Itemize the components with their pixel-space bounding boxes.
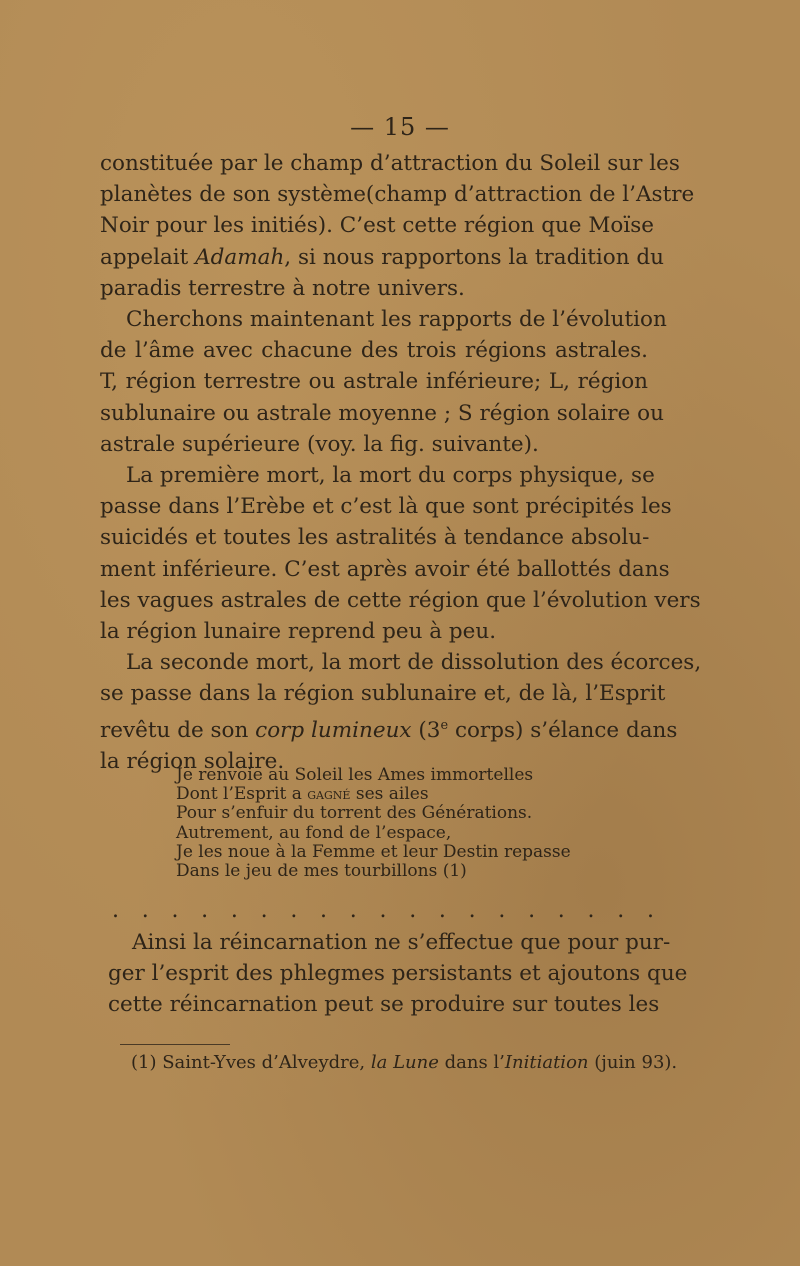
text-line: se passe dans la région sublunaire et, de là, l’Esprit xyxy=(100,681,666,707)
ellipsis-dot: . xyxy=(498,898,506,923)
paragraph-5 xyxy=(108,927,688,1021)
text-line: astrale supérieure (voy. la fig. suivante). xyxy=(100,431,539,457)
footnote: (1) Saint-Yves d’Alveydre, la Lune dans l’Initiation (juin 93). xyxy=(131,1052,678,1073)
verse-line: Dans le jeu de mes tourbillons (1) xyxy=(176,861,467,882)
text-line: La première mort, la mort du corps physique, se xyxy=(126,463,655,489)
text-line: la région solaire. xyxy=(100,749,285,775)
ellipsis-dot: . xyxy=(646,898,654,923)
verse-line: Autrement, au fond de l’espace, xyxy=(176,822,452,843)
ellipsis-dot: . xyxy=(290,898,298,923)
text-line: suicidés et toutes les astralités à tendance absolu- xyxy=(100,525,650,551)
page-number: — 15 — xyxy=(350,113,450,141)
text-line: Cherchons maintenant les rapports de l’évolution xyxy=(126,307,667,333)
text-line: Noir pour les initiés). C’est cette région que Moïse xyxy=(100,213,654,239)
ellipsis-dot: . xyxy=(112,898,119,923)
italic-term-corp-lumineux: corp lumineux xyxy=(255,717,412,743)
ellipsis-dot: . xyxy=(617,898,625,923)
verse-quotation xyxy=(176,766,571,881)
verse-line: Pour s’enfuir du torrent des Générations. xyxy=(176,803,533,824)
ellipsis-dot: . xyxy=(468,898,476,923)
ellipsis-dot: . xyxy=(201,898,209,923)
ellipsis-dot: . xyxy=(141,898,149,923)
verse-line: Je les noue à la Femme et leur Destin repasse xyxy=(176,841,571,862)
paragraph-2 xyxy=(100,304,667,460)
italic-term-adamah: Adamah xyxy=(195,244,285,270)
ellipsis-dot: . xyxy=(438,898,446,923)
text-line: paradis terrestre à notre univers. xyxy=(100,275,465,301)
small-caps-word: gagné xyxy=(307,785,351,804)
footnote-journal-title: Initiation xyxy=(504,1052,589,1073)
paragraph-4 xyxy=(100,647,702,777)
ellipsis-dot: . xyxy=(409,898,417,923)
ellipsis-dot: . xyxy=(230,898,238,923)
ellipsis-dot: . xyxy=(557,898,565,923)
text-line: la région lunaire reprend peu à peu. xyxy=(100,619,497,645)
text-line: appelait Adamah, si nous rapportons la tradition du xyxy=(100,244,665,270)
ellipsis-dot: . xyxy=(349,898,357,923)
verse-line: Je renvoie au Soleil les Ames immortelles xyxy=(176,765,534,785)
ellipsis-dot: . xyxy=(379,898,387,923)
text-line: constituée par le champ d’attraction du Soleil sur les xyxy=(100,151,680,176)
text-line: de l’âme avec chacune des trois régions astrales. xyxy=(100,338,648,364)
ellipsis-dot: . xyxy=(587,898,595,923)
ellipsis-dot: . xyxy=(260,898,268,923)
ellipsis-dot: . xyxy=(528,898,536,923)
text-line: La seconde mort, la mort de dissolution des écorces, xyxy=(126,650,702,676)
text-line: Ainsi la réincarnation ne s’effectue que pour pur- xyxy=(132,930,671,955)
text-line: T, région terrestre ou astrale inférieure; L, région xyxy=(100,369,648,395)
main-text xyxy=(100,148,702,777)
text-line: planètes de son système(champ d’attraction de l’Astre xyxy=(100,182,695,208)
text-line: les vagues astrales de cette région que l’évolution vers xyxy=(100,587,701,613)
text-line: passe dans l’Erèbe et c’est là que sont précipités les xyxy=(100,494,672,520)
text-line: ger l’esprit des phlegmes persistants et ajoutons que xyxy=(108,961,688,987)
text-line: ment inférieure. C’est après avoir été ballottés dans xyxy=(100,556,670,582)
text-line: revêtu de son corp lumineux (3e corps) s’élance dans xyxy=(100,717,678,743)
text-line: cette réincarnation peut se produire sur toutes les xyxy=(108,992,660,1018)
verse-line: Dont l’Esprit a gagné ses ailes xyxy=(176,784,429,805)
ellipsis-dot: . xyxy=(171,898,179,923)
paragraph-1 xyxy=(100,148,695,304)
footnote-rule xyxy=(120,1044,230,1045)
ellipsis-dot: . xyxy=(320,898,328,923)
text-line: sublunaire ou astrale moyenne ; S région solaire ou xyxy=(100,400,664,426)
footnote-marker: (1) xyxy=(131,1052,157,1073)
ellipsis-dots-row xyxy=(112,898,654,923)
footnote-work-title: la Lune xyxy=(370,1052,439,1073)
paragraph-3 xyxy=(100,460,701,647)
